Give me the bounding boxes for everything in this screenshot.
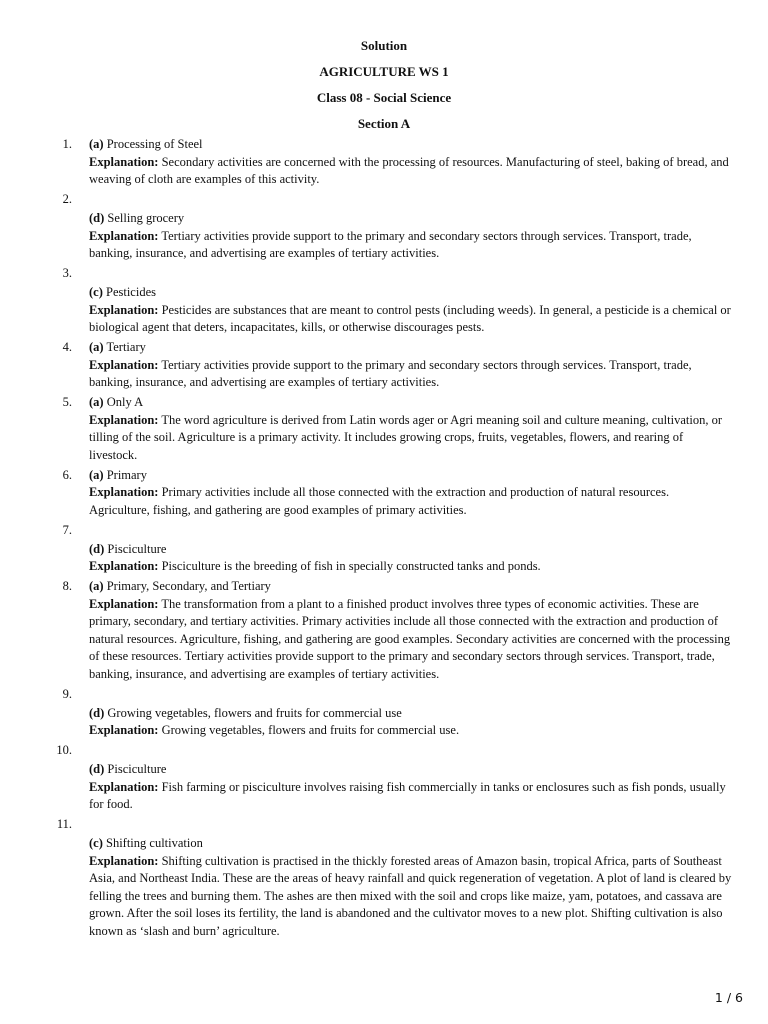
answer-text: Processing of Steel: [106, 137, 203, 151]
explanation: [89, 357, 732, 392]
answer-option: (d): [89, 762, 105, 776]
explanation-text: Shifting cultivation is practised in the thickly forested areas of Amazon basin, tropical Africa, parts of Southeast Asia, and Northeast India. These are the areas of heavy rainfall and quick regeneration of vegetation. A plot of land is cleared by felling the trees and burning them. The ashes are then mixed with the soil and crops like maize, yam, potatoes, and cassava are grown. After the soil loses its fertility, the land is abandoned and the cultivator moves to a new plot. Shifting cultivation is also known as ‘slash and burn’ agriculture.: [89, 853, 732, 938]
explanation-text: Fish farming or pisciculture involves raising fish commercially in tanks or enclosures such as fish ponds, usually for food.: [89, 779, 726, 811]
question-item: [0, 742, 768, 814]
explanation: [89, 154, 732, 189]
answer-text: Selling grocery: [107, 211, 185, 225]
answer-text: Tertiary: [106, 340, 146, 354]
question-item: [0, 136, 768, 189]
answer-line: [89, 284, 732, 302]
question-item: [0, 339, 768, 392]
answer-text: Shifting cultivation: [106, 836, 203, 850]
explanation-text: Pesticides are substances that are meant to control pests (including weeds). In general, a pesticide is a chemical or biological agent that deters, incapacitates, kills, or otherwise discourages pests.: [89, 302, 731, 334]
explanation: [89, 779, 732, 814]
explanation-label: Explanation:: [89, 228, 159, 243]
explanation: [89, 722, 732, 740]
explanation-label: Explanation:: [89, 596, 159, 611]
explanation-text: Tertiary activities provide support to the primary and secondary sectors through services. Transport, trade, banking, insurance, and advertising are examples of tertiary activities.: [89, 357, 692, 389]
question-number: 2.: [62, 192, 72, 206]
explanation-label: Explanation:: [89, 485, 159, 499]
answer-option: (d): [89, 211, 105, 225]
question-item: [0, 522, 768, 576]
blank-line: [89, 191, 732, 210]
answer-option: (a): [89, 340, 104, 354]
answer-option: (a): [89, 395, 104, 409]
explanation: [89, 412, 732, 465]
blank-line: [89, 265, 732, 284]
question-number: 7.: [62, 522, 72, 537]
explanation: [89, 484, 732, 519]
answer-option: (d): [89, 705, 105, 720]
solution-heading: Solution: [360, 38, 408, 53]
blank-line: [89, 742, 732, 761]
explanation-text: Pisciculture is the breeding of fish in specially constructed tanks and ponds.: [161, 559, 541, 573]
answer-line: [89, 705, 732, 723]
question-item: [0, 467, 768, 520]
answer-option: (d): [89, 541, 105, 556]
blank-line: [89, 522, 732, 541]
answer-list: [0, 136, 768, 943]
question-number: 10.: [56, 743, 72, 757]
answer-text: Pisciculture: [107, 762, 167, 776]
page-number: 1 / 6: [714, 990, 743, 1005]
explanation: [89, 558, 732, 576]
blank-line: [89, 686, 732, 705]
explanation-label: Explanation:: [89, 779, 159, 794]
question-number: 9.: [62, 686, 72, 701]
answer-text: Pesticides: [106, 285, 156, 299]
question-item: [0, 191, 768, 263]
question-number: 8.: [62, 579, 72, 593]
explanation-text: The transformation from a plant to a finished product involves three types of economic activities. These are primary, secondary, and tertiary activities. Primary activities include all those connected with the extraction and production of natural resources. Agriculture, fishing, and gathering are good examples. Secondary activities are concerned with the processing of these resources. Tertiary activities provide support to the primary and secondary sectors through services. Transport, trade, banking, insurance, and advertising are examples of tertiary activities.: [89, 596, 731, 681]
question-item: [0, 394, 768, 464]
answer-line: [89, 394, 732, 412]
answer-text: Primary: [106, 467, 147, 482]
explanation-label: Explanation:: [89, 723, 159, 737]
answer-text: Pisciculture: [107, 541, 167, 556]
answer-line: [89, 467, 732, 485]
question-number: 1.: [62, 137, 72, 151]
explanation-label: Explanation:: [89, 559, 159, 573]
question-item: [0, 578, 768, 683]
explanation-text: Primary activities include all those connected with the extraction and production of natural resources. Agriculture, fishing, and gathering are good examples of primary activities.: [89, 485, 670, 517]
explanation-label: Explanation:: [89, 853, 159, 868]
question-number: 11.: [56, 817, 72, 831]
question-number: 6.: [62, 467, 72, 482]
answer-text: Only A: [106, 395, 144, 409]
answer-line: [89, 541, 732, 559]
explanation-label: Explanation:: [89, 357, 159, 372]
explanation-text: Secondary activities are concerned with the processing of resources. Manufacturing of steel, baking of bread, and weaving of cloth are examples of this activity.: [89, 154, 729, 186]
explanation-text: Growing vegetables, flowers and fruits for commercial use.: [161, 723, 460, 737]
question-item: [0, 686, 768, 740]
explanation: [89, 853, 732, 941]
explanation-label: Explanation:: [89, 412, 159, 427]
explanation: [89, 228, 732, 263]
answer-option: (a): [89, 137, 104, 151]
explanation-text: Tertiary activities provide support to the primary and secondary sectors through services. Transport, trade, banking, insurance, and advertising are examples of tertiary activities.: [89, 228, 692, 260]
question-item: [0, 265, 768, 337]
blank-line: [89, 816, 732, 835]
answer-line: [89, 835, 732, 853]
question-number: 3.: [62, 266, 72, 280]
answer-text: Primary, Secondary, and Tertiary: [106, 579, 271, 593]
section-heading: Section A: [357, 116, 411, 131]
answer-line: [89, 339, 732, 357]
explanation-label: Explanation:: [89, 302, 159, 317]
answer-line: [89, 761, 732, 779]
question-number: 5.: [62, 395, 72, 409]
question-item: [0, 816, 768, 940]
answer-option: (a): [89, 579, 104, 593]
document-header: [0, 36, 768, 134]
answer-text: Growing vegetables, flowers and fruits for commercial use: [107, 705, 402, 720]
answer-option: (a): [89, 467, 104, 482]
answer-line: [89, 210, 732, 228]
answer-option: (c): [89, 285, 103, 299]
answer-line: [89, 578, 732, 596]
explanation-text: The word agriculture is derived from Latin words ager or Agri meaning soil and culture meaning, cultivation, or tilling of the soil. Agriculture is a primary activity. It includes growing crops, fruits, vegetables, flowers, and rearing of livestock.: [89, 412, 722, 462]
answer-line: [89, 136, 732, 154]
answer-option: (c): [89, 836, 103, 850]
explanation: [89, 596, 732, 684]
worksheet-title: AGRICULTURE WS 1: [319, 64, 449, 79]
explanation: [89, 302, 732, 337]
explanation-label: Explanation:: [89, 154, 159, 169]
class-subject-title: Class 08 - Social Science: [316, 90, 452, 105]
question-number: 4.: [62, 340, 72, 354]
